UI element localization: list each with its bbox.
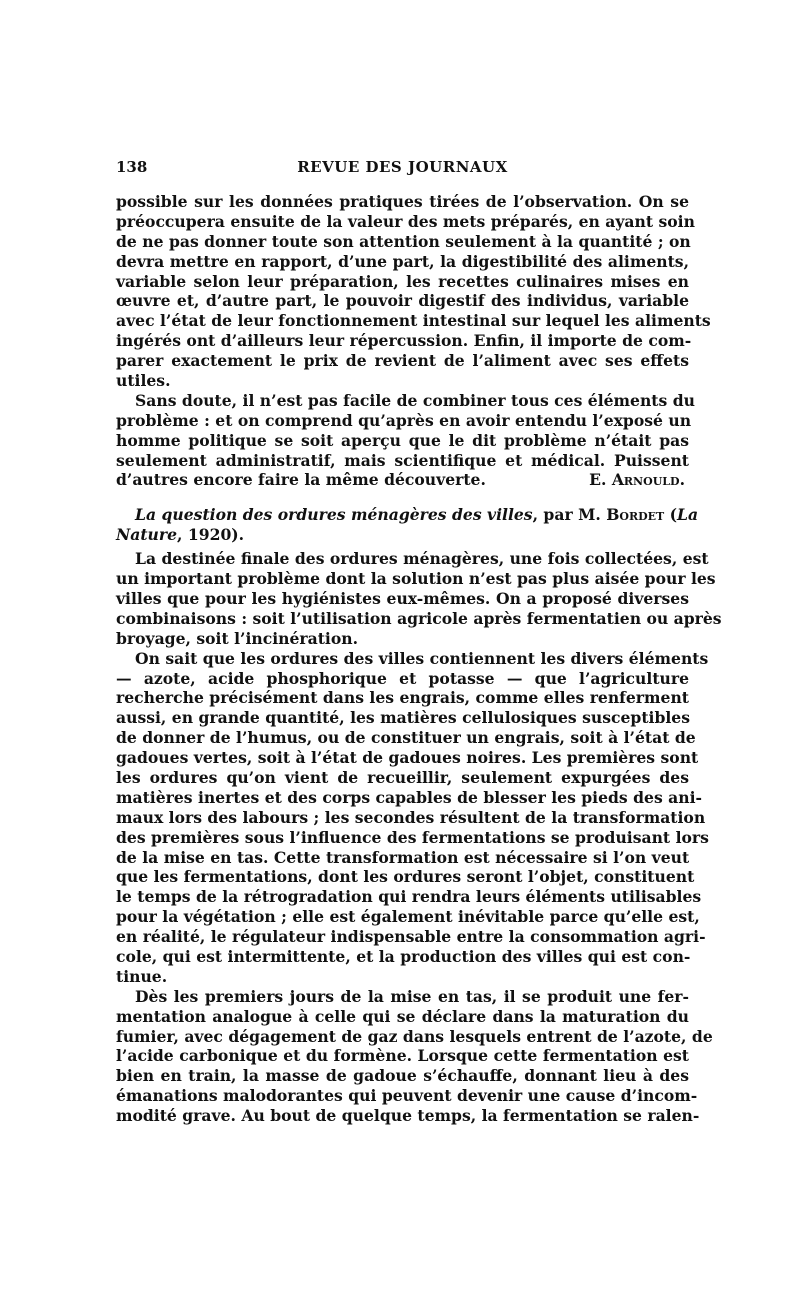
text-line: aussi, en grande quantité, les matières cellulosiques susceptibles <box>116 708 690 728</box>
text-line: — azote, acide phosphorique et potasse — que l’agriculture <box>116 668 689 688</box>
text-line: avec l’état de leur fonctionnement intestinal sur lequel les aliments <box>116 311 711 331</box>
text-line: seulement administratif, mais scientifique et médical. Puissent <box>116 450 689 470</box>
text-line: un important problème dont la solution n’est pas plus aisée pour les <box>116 569 716 589</box>
text-line: en réalité, le régulateur indispensable entre la consommation agri- <box>116 927 706 947</box>
text-line: le temps de la rétrogradation qui rendra leurs éléments utilisables <box>116 887 702 907</box>
title-by: , par M. <box>532 505 607 525</box>
text-line: problème : et on comprend qu’après en avoir entendu l’exposé un <box>116 410 692 430</box>
text-line: maux lors des labours ; les secondes résultent de la transformation <box>116 807 706 827</box>
text-line: de ne pas donner toute son attention seulement à la quantité ; on <box>116 231 691 251</box>
text-line: parer exactement le prix de revient de l’aliment avec ses effets <box>116 351 689 371</box>
text-line: de donner de l’humus, ou de constituer un engrais, soit à l’état de <box>116 728 696 748</box>
text-line: fumier, avec dégagement de gaz dans lesquels entrent de l’azote, de <box>116 1026 713 1046</box>
source-close: , 1920). <box>177 525 245 545</box>
text-line: broyage, soit l’incinération. <box>116 628 359 648</box>
text-line: variable selon leur préparation, les recettes culinaires mises en <box>116 271 689 291</box>
text-line: villes que pour les hygiénistes eux-mêmes. On a proposé diverses <box>116 588 689 608</box>
text-line: tinue. <box>116 966 168 986</box>
document-page <box>116 158 722 1126</box>
text-line: devra mettre en rapport, d’une part, la digestibilité des aliments, <box>116 251 689 271</box>
text-line: modité grave. Au bout de quelque temps, la fermentation se ralen- <box>116 1106 700 1126</box>
source-journal-part2: Nature <box>116 525 178 545</box>
paragraph-continued <box>116 192 711 391</box>
paragraph <box>116 648 709 987</box>
text-line: mentation analogue à celle qui se déclare dans la maturation du <box>116 1006 689 1026</box>
text-line: possible sur les données pratiques tirées de l’observation. On se <box>116 192 689 211</box>
text-line: que les fermentations, dont les ordures seront l’objet, constituent <box>116 867 695 887</box>
text-line: des premières sous l’influence des fermentations se produisant lors <box>116 827 709 847</box>
text-line: cole, qui est intermittente, et la production des villes qui est con- <box>116 946 691 966</box>
text-line: matières inertes et des corps capables de blesser les pieds des ani- <box>116 787 703 807</box>
text-line: gadoues vertes, soit à l’état de gadoues noires. Les premières sont <box>116 748 699 768</box>
text-line: Sans doute, il n’est pas facile de combiner tous ces éléments du <box>135 390 695 410</box>
text-line: combinaisons : soit l’utilisation agricole après fermentatien ou après <box>116 608 722 628</box>
text-line: ingérés ont d’ailleurs leur répercussion. Enfin, il importe de com- <box>116 331 692 351</box>
text-line: pour la végétation ; elle est également inévitable parce qu’elle est, <box>116 907 700 927</box>
text-line: On sait que les ordures des villes contiennent les divers éléments <box>135 648 709 668</box>
section-gap <box>116 490 689 505</box>
text-line: les ordures qu’on vient de recueillir, seulement expurgées des <box>116 767 689 787</box>
text-line: d’autres encore faire la même découverte. <box>116 470 486 490</box>
review-heading-line <box>116 525 689 545</box>
article-title: La question des ordures ménagères des villes <box>135 505 533 525</box>
running-title: REVUE DES JOURNAUX <box>297 158 508 176</box>
paragraph <box>116 390 695 490</box>
source-open: ( <box>664 505 678 525</box>
text-line: de la mise en tas. Cette transformation est nécessaire si l’on veut <box>116 847 690 867</box>
review-heading <box>116 505 699 545</box>
source-journal-part1: La <box>677 505 699 525</box>
text-line: émanations malodorantes qui peuvent devenir une cause d’incom- <box>116 1086 698 1106</box>
review-heading-line <box>116 505 699 525</box>
text-line: l’acide carbonique et du formène. Lorsque cette fermentation est <box>116 1046 689 1066</box>
signature-line <box>116 470 689 490</box>
page-header <box>116 158 689 182</box>
text-line: Dès les premiers jours de la mise en tas, il se produit une fer- <box>135 986 689 1006</box>
text-line: La destinée finale des ordures ménagères, une fois collectées, est <box>135 549 709 569</box>
text-line: recherche précisément dans les engrais, comme elles renferment <box>116 688 689 708</box>
text-line: bien en train, la masse de gadoue s’échauffe, donnant lieu à des <box>116 1066 689 1086</box>
page-number: 138 <box>116 158 148 176</box>
paragraph <box>116 549 722 648</box>
article-author: Bordet <box>606 505 665 525</box>
text-line: homme politique se soit aperçu que le dit problème n’était pas <box>116 430 689 450</box>
text-line: œuvre et, d’autre part, le pouvoir digestif des individus, variable <box>116 291 689 311</box>
author-signature: E. Arnould. <box>589 470 685 490</box>
text-line: préoccupera ensuite de la valeur des mets préparés, en ayant soin <box>116 211 695 231</box>
paragraph <box>116 986 713 1126</box>
text-line: utiles. <box>116 371 171 391</box>
